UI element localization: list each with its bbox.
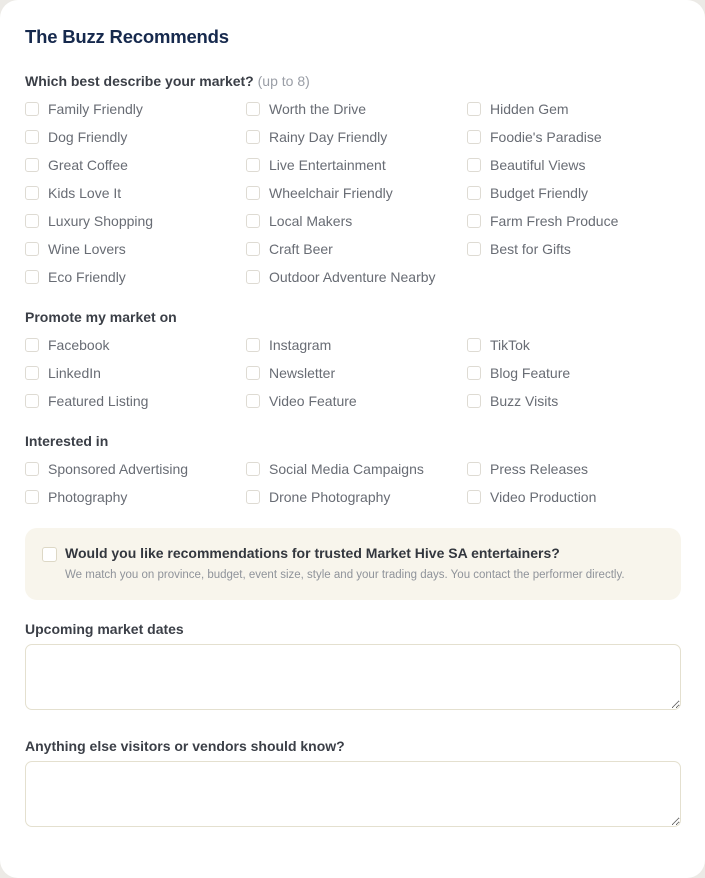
option-label: Hidden Gem	[490, 101, 569, 117]
checkbox[interactable]	[467, 130, 481, 144]
option-beautiful-views[interactable]	[467, 155, 585, 175]
checkbox[interactable]	[467, 242, 481, 256]
option-photography[interactable]	[25, 487, 127, 507]
option-eco-friendly[interactable]	[25, 267, 126, 287]
checkbox[interactable]	[25, 338, 39, 352]
option-label: Beautiful Views	[490, 157, 586, 173]
option-label: Great Coffee	[48, 157, 128, 173]
option-local-makers[interactable]	[246, 211, 352, 231]
option-featured-listing[interactable]	[25, 391, 148, 411]
option-label: Drone Photography	[269, 489, 391, 505]
option-label: Local Makers	[269, 213, 353, 229]
option-label: Featured Listing	[48, 393, 149, 409]
option-wheelchair-friendly[interactable]	[246, 183, 393, 203]
option-label: Buzz Visits	[490, 393, 559, 409]
option-label: LinkedIn	[48, 365, 101, 381]
entertainers-description: We match you on province, budget, event size, style and your trading days. You contact the performer directly.	[65, 569, 625, 581]
option-label: Wine Lovers	[48, 241, 126, 257]
option-social-media-campaigns[interactable]	[246, 459, 424, 479]
option-press-releases[interactable]	[467, 459, 588, 479]
option-label: Eco Friendly	[48, 269, 126, 285]
option-dog-friendly[interactable]	[25, 127, 127, 147]
checkbox[interactable]	[246, 462, 260, 476]
option-budget-friendly[interactable]	[467, 183, 588, 203]
option-rainy-day-friendly[interactable]	[246, 127, 387, 147]
option-hidden-gem[interactable]	[467, 99, 569, 119]
option-family-friendly[interactable]	[25, 99, 143, 119]
option-label: Dog Friendly	[48, 129, 128, 145]
checkbox[interactable]	[467, 158, 481, 172]
upcoming-dates-label: Upcoming market dates	[25, 621, 184, 637]
option-label: Sponsored Advertising	[48, 461, 189, 477]
checkbox[interactable]	[467, 490, 481, 504]
checkbox[interactable]	[25, 462, 39, 476]
checkbox[interactable]	[246, 158, 260, 172]
option-label: Budget Friendly	[490, 185, 589, 201]
entertainers-checkbox[interactable]	[42, 547, 57, 562]
option-label: Press Releases	[490, 461, 589, 477]
checkbox[interactable]	[467, 186, 481, 200]
checkbox[interactable]	[467, 214, 481, 228]
option-label: Video Feature	[269, 393, 357, 409]
option-label: TikTok	[490, 337, 530, 353]
option-label: Blog Feature	[490, 365, 571, 381]
checkbox[interactable]	[246, 214, 260, 228]
option-blog-feature[interactable]	[467, 363, 570, 383]
checkbox[interactable]	[25, 366, 39, 380]
anything-else-textarea[interactable]	[25, 761, 681, 827]
anything-else-label: Anything else visitors or vendors should know?	[25, 738, 345, 754]
option-label: Worth the Drive	[269, 101, 366, 117]
entertainers-callout	[25, 528, 681, 600]
upcoming-dates-textarea[interactable]	[25, 644, 681, 710]
checkbox[interactable]	[467, 102, 481, 116]
option-label: Video Production	[490, 489, 597, 505]
option-sponsored-advertising[interactable]	[25, 459, 188, 479]
market-description-label	[25, 73, 310, 90]
interested-label: Interested in	[25, 433, 109, 449]
option-label: Best for Gifts	[490, 241, 571, 257]
option-video-feature[interactable]	[246, 391, 357, 411]
option-worth-the-drive[interactable]	[246, 99, 366, 119]
option-outdoor-adventure-nearby[interactable]	[246, 267, 436, 287]
option-luxury-shopping[interactable]	[25, 211, 153, 231]
option-label: Farm Fresh Produce	[490, 213, 619, 229]
option-label: Photography	[48, 489, 128, 505]
option-label: Craft Beer	[269, 241, 333, 257]
checkbox[interactable]	[25, 102, 39, 116]
checkbox[interactable]	[246, 490, 260, 504]
option-instagram[interactable]	[246, 335, 331, 355]
checkbox[interactable]	[246, 130, 260, 144]
checkbox[interactable]	[467, 394, 481, 408]
option-label: Kids Love It	[48, 185, 122, 201]
checkbox[interactable]	[25, 242, 39, 256]
section-title: The Buzz Recommends	[25, 26, 229, 47]
option-buzz-visits[interactable]	[467, 391, 558, 411]
option-live-entertainment[interactable]	[246, 155, 386, 175]
checkbox[interactable]	[246, 338, 260, 352]
option-label: Foodie's Paradise	[490, 129, 602, 145]
promote-label: Promote my market on	[25, 309, 177, 325]
checkbox[interactable]	[246, 270, 260, 284]
checkbox[interactable]	[246, 242, 260, 256]
checkbox[interactable]	[25, 490, 39, 504]
option-video-production[interactable]	[467, 487, 596, 507]
checkbox[interactable]	[467, 338, 481, 352]
option-label: Live Entertainment	[269, 157, 386, 173]
checkbox[interactable]	[25, 130, 39, 144]
checkbox[interactable]	[246, 366, 260, 380]
checkbox[interactable]	[25, 186, 39, 200]
option-label: Newsletter	[269, 365, 336, 381]
checkbox[interactable]	[246, 394, 260, 408]
option-label: Outdoor Adventure Nearby	[269, 269, 436, 285]
option-farm-fresh-produce[interactable]	[467, 211, 618, 231]
option-tiktok[interactable]	[467, 335, 530, 355]
market-description-hint: (up to 8)	[257, 73, 310, 89]
option-label: Family Friendly	[48, 101, 143, 117]
option-great-coffee[interactable]	[25, 155, 128, 175]
checkbox[interactable]	[467, 462, 481, 476]
option-facebook[interactable]	[25, 335, 109, 355]
market-description-label-text: Which best describe your market?	[25, 73, 254, 89]
option-craft-beer[interactable]	[246, 239, 333, 259]
checkbox[interactable]	[246, 102, 260, 116]
option-foodie-s-paradise[interactable]	[467, 127, 602, 147]
checkbox[interactable]	[246, 186, 260, 200]
checkbox[interactable]	[467, 366, 481, 380]
checkbox[interactable]	[25, 214, 39, 228]
checkbox[interactable]	[25, 394, 39, 408]
option-kids-love-it[interactable]	[25, 183, 121, 203]
option-drone-photography[interactable]	[246, 487, 390, 507]
option-label: Facebook	[48, 337, 110, 353]
entertainers-question: Would you like recommendations for trusted Market Hive SA entertainers?	[65, 545, 560, 561]
option-label: Rainy Day Friendly	[269, 129, 388, 145]
option-label: Instagram	[269, 337, 332, 353]
checkbox[interactable]	[25, 270, 39, 284]
option-label: Social Media Campaigns	[269, 461, 424, 477]
checkbox[interactable]	[25, 158, 39, 172]
option-best-for-gifts[interactable]	[467, 239, 571, 259]
option-linkedin[interactable]	[25, 363, 101, 383]
option-wine-lovers[interactable]	[25, 239, 126, 259]
option-newsletter[interactable]	[246, 363, 335, 383]
option-label: Wheelchair Friendly	[269, 185, 393, 201]
option-label: Luxury Shopping	[48, 213, 154, 229]
